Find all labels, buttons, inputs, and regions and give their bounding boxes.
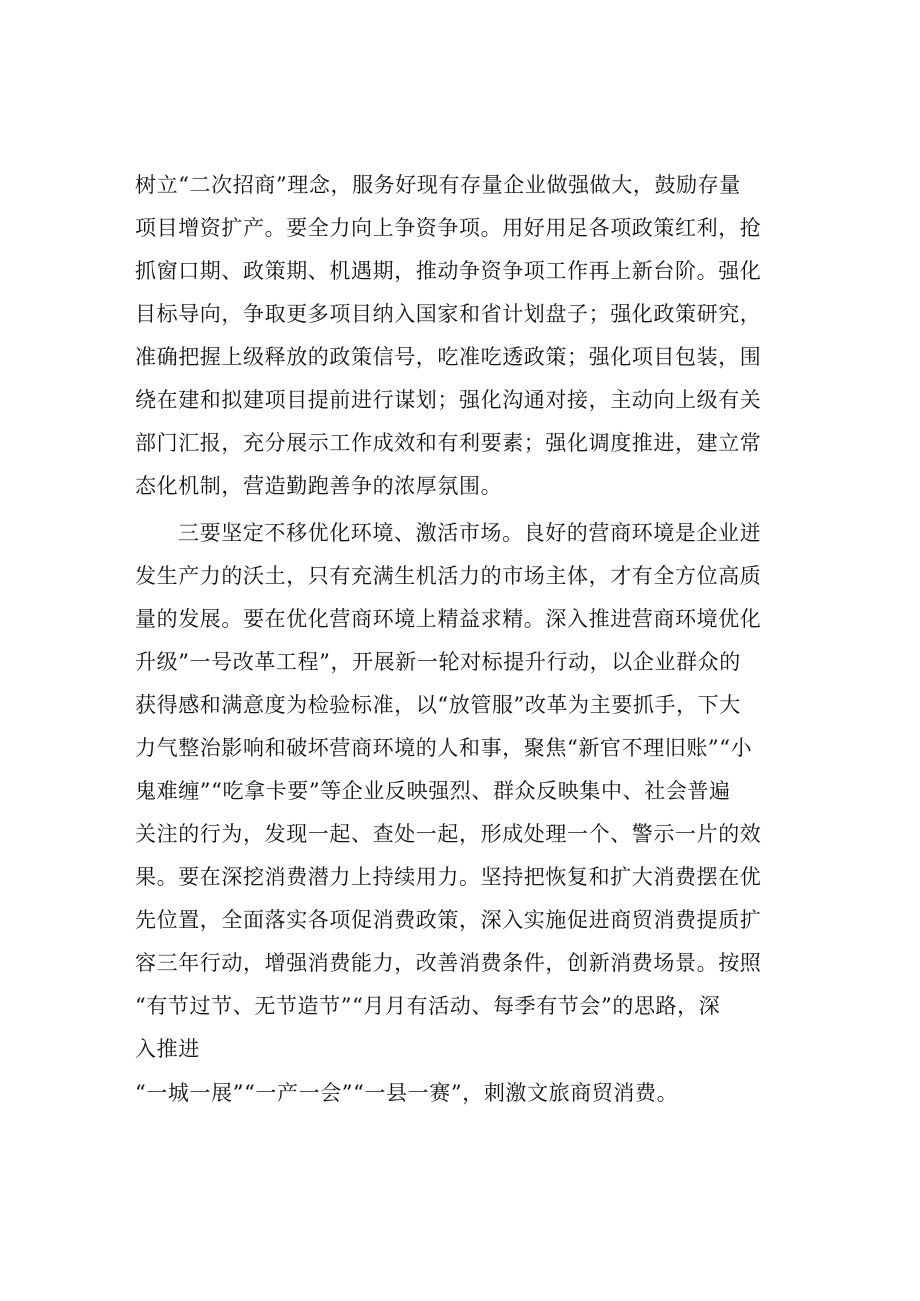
paragraph-2-line-14: “一城一展”“一产一会”“一县一赛”，刺激文旅商贸消费。 (135, 1081, 679, 1105)
paragraph-1-line-5: 准确把握上级释放的政策信号，吃准吃透政策；强化项目包装，围 (135, 345, 762, 369)
paragraph-2-line-1: 三要坚定不移优化环境、激活市场。良好的营商环境是企业迸 (178, 521, 762, 545)
paragraph-1-line-7: 部门汇报，充分展示工作成效和有利要素；强化调度推进，建立常 (135, 431, 762, 455)
paragraph-2-line-12: “有节过节、无节造节”“月月有活动、每季有节会”的思路，深 (135, 994, 721, 1018)
paragraph-2-line-2: 发生产力的沃土，只有充满生机活力的市场主体，才有全方位高质 (135, 564, 762, 588)
paragraph-1-line-1: 树立“二次招商”理念，服务好现有存量企业做强做大，鼓励存量 (135, 173, 741, 197)
paragraph-2-line-11: 容三年行动，增强消费能力，改善消费条件，创新消费场景。按照 (135, 951, 762, 975)
paragraph-2-line-3: 量的发展。要在优化营商环境上精益求精。深入推进营商环境优化 (135, 607, 762, 631)
paragraph-2-line-5: 获得感和满意度为检验标准，以“放管服”改革为主要抓手，下大 (135, 693, 741, 717)
paragraph-2-line-13: 入推进 (135, 1037, 200, 1061)
paragraph-2-line-4: 升级”一号改革工程”，开展新一轮对标提升行动，以企业群众的 (135, 650, 741, 674)
paragraph-2-line-9: 果。要在深挖消费潜力上持续用力。坚持把恢复和扩大消费摆在优 (135, 865, 762, 889)
paragraph-2-line-8: 关注的行为，发现一起、查处一起，形成处理一个、警示一片的效 (135, 822, 762, 846)
paragraph-2-line-7: 鬼难缠”“吃拿卡要”等企业反映强烈、群众反映集中、社会普遍 (135, 779, 731, 803)
paragraph-1-line-6: 绕在建和拟建项目提前进行谋划；强化沟通对接，主动向上级有关 (135, 388, 762, 412)
paragraph-1-line-2: 项目增资扩产。要全力向上争资争项。用好用足各项政策红利，抢 (135, 216, 762, 240)
paragraph-2-line-6: 力气整治影响和破坏营商环境的人和事，聚焦“新官不理旧账”“小 (135, 736, 753, 760)
paragraph-1-line-3: 抓窗口期、政策期、机遇期，推动争资争项工作再上新台阶。强化 (135, 259, 762, 283)
paragraph-1-line-8: 态化机制，营造勤跑善争的浓厚氛围。 (135, 474, 503, 498)
paragraph-2-line-10: 先位置，全面落实各项促消费政策，深入实施促进商贸消费提质扩 (135, 908, 762, 932)
paragraph-1-line-4: 目标导向，争取更多项目纳入国家和省计划盘子；强化政策研究， (135, 302, 762, 326)
